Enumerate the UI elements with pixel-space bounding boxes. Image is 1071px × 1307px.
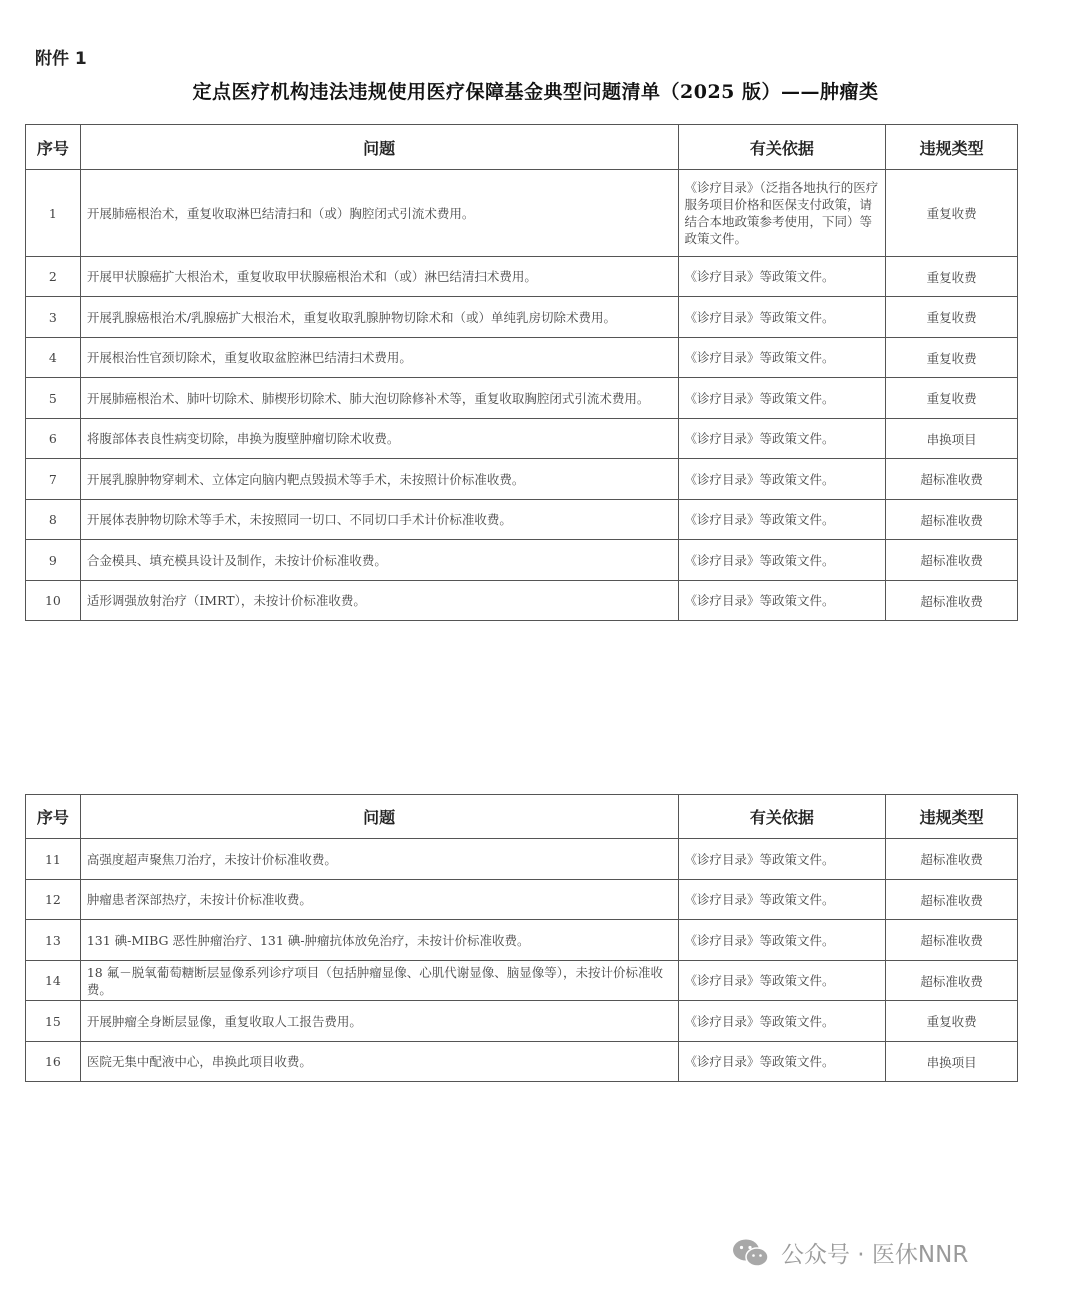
table-row bbox=[26, 170, 1018, 257]
cell-no: 1 bbox=[26, 170, 81, 257]
table-row bbox=[26, 419, 1018, 459]
cell-issue: 开展肺癌根治术、肺叶切除术、肺楔形切除术、肺大泡切除修补术等，重复收取胸腔闭式引流术费用。 bbox=[80, 378, 678, 419]
cell-violation-type: 串换项目 bbox=[886, 419, 1018, 459]
cell-no: 15 bbox=[26, 1001, 81, 1042]
table-row bbox=[26, 961, 1018, 1001]
watermark bbox=[731, 1236, 968, 1269]
table-row bbox=[26, 500, 1018, 540]
cell-no: 11 bbox=[26, 839, 81, 880]
cell-violation-type: 重复收费 bbox=[886, 297, 1018, 338]
cell-basis: 《诊疗目录》等政策文件。 bbox=[678, 419, 886, 459]
table-row bbox=[26, 540, 1018, 581]
cell-basis: 《诊疗目录》等政策文件。 bbox=[678, 1042, 886, 1082]
wechat-icon bbox=[731, 1237, 771, 1269]
cell-basis: 《诊疗目录》等政策文件。 bbox=[678, 257, 886, 297]
cell-violation-type: 超标准收费 bbox=[886, 920, 1018, 961]
column-header-no: 序号 bbox=[26, 125, 81, 170]
cell-violation-type: 重复收费 bbox=[886, 378, 1018, 419]
page-title: 定点医疗机构违法违规使用医疗保障基金典型问题清单（2025 版）——肿瘤类 bbox=[192, 81, 879, 103]
cell-violation-type: 重复收费 bbox=[886, 338, 1018, 378]
table-row bbox=[26, 338, 1018, 378]
cell-violation-type: 超标准收费 bbox=[886, 880, 1018, 920]
cell-issue: 开展根治性官颈切除术，重复收取盆腔淋巴结清扫术费用。 bbox=[80, 338, 678, 378]
table-row bbox=[26, 581, 1018, 621]
cell-issue: 肿瘤患者深部热疗，未按计价标准收费。 bbox=[80, 880, 678, 920]
column-header-type: 违规类型 bbox=[886, 795, 1018, 839]
cell-no: 5 bbox=[26, 378, 81, 419]
cell-basis: 《诊疗目录》等政策文件。 bbox=[678, 459, 886, 500]
column-header-basis: 有关依据 bbox=[678, 795, 886, 839]
cell-issue: 开展乳腺肿物穿刺术、立体定向脑内靶点毁损术等手术，未按照计价标准收费。 bbox=[80, 459, 678, 500]
cell-issue: 开展肿瘤全身断层显像，重复收取人工报告费用。 bbox=[80, 1001, 678, 1042]
cell-issue: 开展乳腺癌根治术/乳腺癌扩大根治术，重复收取乳腺肿物切除术和（或）单纯乳房切除术费用。 bbox=[80, 297, 678, 338]
cell-no: 10 bbox=[26, 581, 81, 621]
cell-issue: 18 氟－脱氧葡萄糖断层显像系列诊疗项目（包括肿瘤显像、心肌代谢显像、脑显像等），未按计价标准收费。 bbox=[80, 961, 678, 1001]
cell-violation-type: 重复收费 bbox=[886, 170, 1018, 257]
cell-basis: 《诊疗目录》等政策文件。 bbox=[678, 581, 886, 621]
cell-basis: 《诊疗目录》等政策文件。 bbox=[678, 297, 886, 338]
cell-violation-type: 串换项目 bbox=[886, 1042, 1018, 1082]
cell-basis: 《诊疗目录》等政策文件。 bbox=[678, 338, 886, 378]
cell-basis: 《诊疗目录》等政策文件。 bbox=[678, 920, 886, 961]
cell-violation-type: 重复收费 bbox=[886, 1001, 1018, 1042]
column-header-issue: 问题 bbox=[80, 125, 678, 170]
table-row bbox=[26, 920, 1018, 961]
cell-basis: 《诊疗目录》等政策文件。 bbox=[678, 839, 886, 880]
cell-issue: 131 碘-MIBG 恶性肿瘤治疗、131 碘-肿瘤抗体放免治疗，未按计价标准收费。 bbox=[80, 920, 678, 961]
cell-violation-type: 超标准收费 bbox=[886, 839, 1018, 880]
table-header-row bbox=[26, 125, 1018, 170]
cell-violation-type: 超标准收费 bbox=[886, 581, 1018, 621]
cell-issue: 开展肺癌根治术，重复收取淋巴结清扫和（或）胸腔闭式引流术费用。 bbox=[80, 170, 678, 257]
cell-issue: 将腹部体表良性病变切除，串换为腹壁肿瘤切除术收费。 bbox=[80, 419, 678, 459]
cell-violation-type: 超标准收费 bbox=[886, 961, 1018, 1001]
cell-basis: 《诊疗目录》等政策文件。 bbox=[678, 540, 886, 581]
cell-basis: 《诊疗目录》等政策文件。 bbox=[678, 961, 886, 1001]
cell-violation-type: 超标准收费 bbox=[886, 459, 1018, 500]
table-row bbox=[26, 839, 1018, 880]
attachment-label: 附件 1 bbox=[35, 49, 87, 69]
cell-violation-type: 重复收费 bbox=[886, 257, 1018, 297]
column-header-no: 序号 bbox=[26, 795, 81, 839]
table-row bbox=[26, 459, 1018, 500]
column-header-issue: 问题 bbox=[80, 795, 678, 839]
table-row bbox=[26, 297, 1018, 338]
issues-table-part-2 bbox=[25, 794, 1018, 1082]
cell-no: 14 bbox=[26, 961, 81, 1001]
cell-basis: 《诊疗目录》等政策文件。 bbox=[678, 880, 886, 920]
issues-table-part-1 bbox=[25, 124, 1018, 621]
cell-violation-type: 超标准收费 bbox=[886, 540, 1018, 581]
column-header-type: 违规类型 bbox=[886, 125, 1018, 170]
cell-no: 2 bbox=[26, 257, 81, 297]
cell-issue: 开展体表肿物切除术等手术，未按照同一切口、不同切口手术计价标准收费。 bbox=[80, 500, 678, 540]
table-row bbox=[26, 1042, 1018, 1082]
cell-no: 9 bbox=[26, 540, 81, 581]
cell-no: 7 bbox=[26, 459, 81, 500]
cell-basis: 《诊疗目录》等政策文件。 bbox=[678, 1001, 886, 1042]
cell-no: 12 bbox=[26, 880, 81, 920]
watermark-text: 公众号 · 医休NNR bbox=[781, 1242, 969, 1268]
cell-violation-type: 超标准收费 bbox=[886, 500, 1018, 540]
cell-issue: 适形调强放射治疗（IMRT），未按计价标准收费。 bbox=[80, 581, 678, 621]
cell-no: 13 bbox=[26, 920, 81, 961]
cell-no: 3 bbox=[26, 297, 81, 338]
cell-issue: 高强度超声聚焦刀治疗，未按计价标准收费。 bbox=[80, 839, 678, 880]
table-row bbox=[26, 1001, 1018, 1042]
table-header-row bbox=[26, 795, 1018, 839]
cell-issue: 开展甲状腺癌扩大根治术，重复收取甲状腺癌根治术和（或）淋巴结清扫术费用。 bbox=[80, 257, 678, 297]
table-row bbox=[26, 378, 1018, 419]
cell-issue: 合金模具、填充模具设计及制作，未按计价标准收费。 bbox=[80, 540, 678, 581]
cell-basis: 《诊疗目录》等政策文件。 bbox=[678, 500, 886, 540]
cell-no: 8 bbox=[26, 500, 81, 540]
cell-no: 6 bbox=[26, 419, 81, 459]
cell-no: 16 bbox=[26, 1042, 81, 1082]
cell-basis: 《诊疗目录》等政策文件。 bbox=[678, 378, 886, 419]
table-row bbox=[26, 257, 1018, 297]
cell-no: 4 bbox=[26, 338, 81, 378]
cell-basis: 《诊疗目录》（泛指各地执行的医疗服务项目价格和医保支付政策，请结合本地政策参考使用，下同）等政策文件。 bbox=[678, 170, 886, 257]
column-header-basis: 有关依据 bbox=[678, 125, 886, 170]
table-row bbox=[26, 880, 1018, 920]
cell-issue: 医院无集中配液中心，串换此项目收费。 bbox=[80, 1042, 678, 1082]
